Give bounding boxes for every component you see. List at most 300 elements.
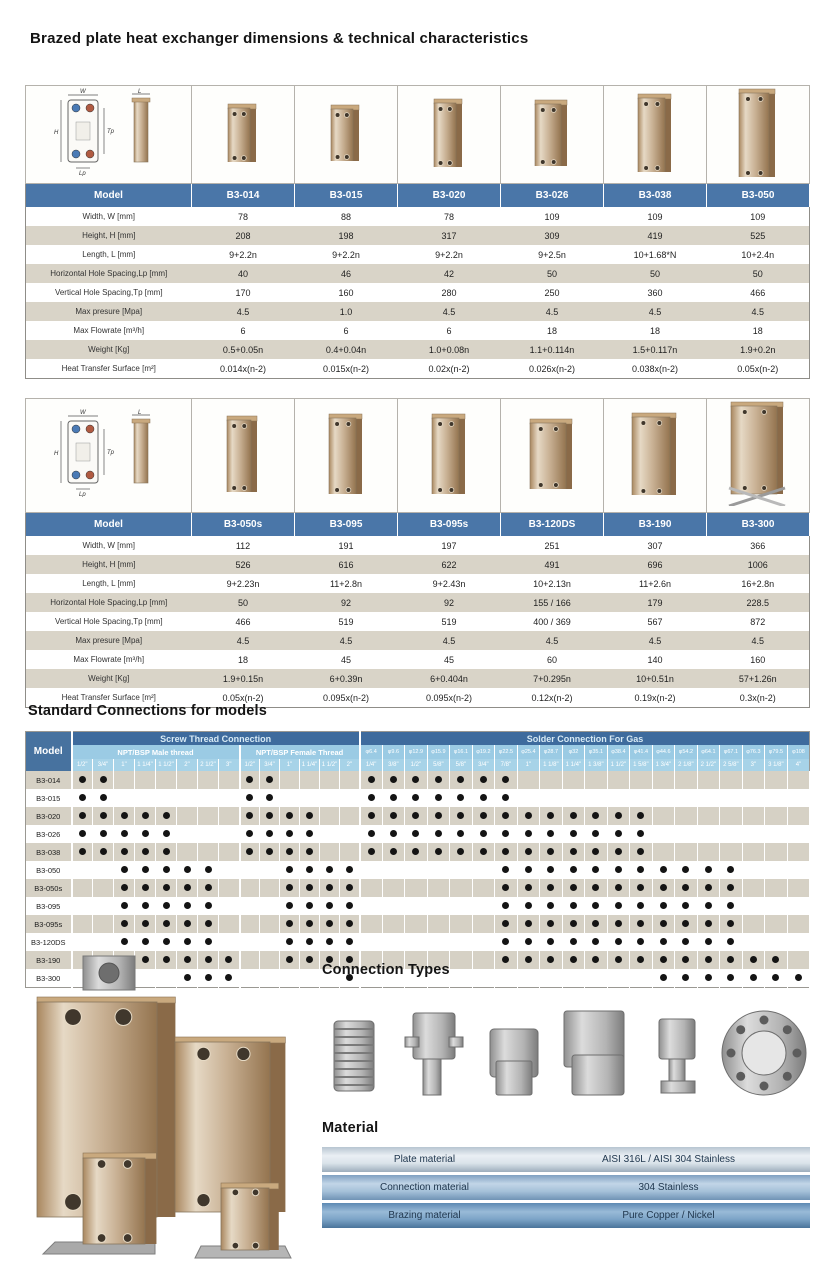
spec-value: 519 [398, 612, 501, 631]
solder-cell [697, 951, 720, 969]
spec-value: 179 [604, 593, 707, 612]
connection-dot [682, 866, 689, 873]
solder-cell [427, 897, 450, 915]
connection-dot [412, 830, 419, 837]
connection-dot [547, 884, 554, 891]
solder-cell [450, 933, 473, 951]
solder-cell [517, 825, 540, 843]
male-cell [198, 843, 219, 861]
connection-dot [547, 920, 554, 927]
male-cell [72, 825, 93, 843]
solder-cell [585, 807, 608, 825]
solder-cell [607, 771, 630, 789]
female-cell [280, 807, 300, 825]
solder-cell [495, 915, 518, 933]
spec-value: 466 [707, 283, 810, 302]
spec-value: 567 [604, 612, 707, 631]
connection-dot [525, 902, 532, 909]
solder-cell [405, 879, 428, 897]
solder-cell [585, 915, 608, 933]
spec-value: 78 [398, 207, 501, 226]
male-size: 1/2" [72, 759, 93, 771]
solder-cell [607, 915, 630, 933]
solder-size-mm: φ22.5 [495, 745, 518, 759]
male-cell [93, 879, 114, 897]
connection-dot [547, 848, 554, 855]
spec-row-label: Width, W [mm] [26, 536, 192, 555]
female-cell [320, 933, 340, 951]
diagram-cell [26, 399, 192, 513]
female-cell [340, 807, 360, 825]
connection-dot [705, 902, 712, 909]
connection-dot [368, 812, 375, 819]
connection-dot [615, 830, 622, 837]
connection-dot [480, 812, 487, 819]
svg-text:W: W [79, 410, 86, 416]
female-cell [240, 843, 260, 861]
solder-cell [427, 861, 450, 879]
male-cell [177, 879, 198, 897]
solder-cell [562, 861, 585, 879]
solder-cell [720, 789, 743, 807]
solder-cell [540, 789, 563, 807]
solder-cell [495, 771, 518, 789]
solder-size-mm: φ54.2 [675, 745, 698, 759]
connection-dot [682, 884, 689, 891]
solder-cell [517, 879, 540, 897]
product-photo-cell-b3-120ds [501, 399, 604, 513]
svg-text:Tp: Tp [106, 450, 114, 456]
solder-size-mm: φ35.1 [585, 745, 608, 759]
solder-cell [787, 897, 810, 915]
solder-cell [652, 951, 675, 969]
female-size: 2" [340, 759, 360, 771]
solder-cell [765, 915, 788, 933]
male-cell [156, 825, 177, 843]
connection-dot [184, 884, 191, 891]
female-cell [240, 789, 260, 807]
connection-model-name: B3-120DS [26, 933, 72, 951]
solder-cell [765, 825, 788, 843]
solder-cell [765, 879, 788, 897]
solder-band: Solder Connection For Gas [360, 732, 810, 746]
spec-row-label: Heat Transfer Surface [m²] [26, 688, 192, 708]
male-cell [114, 897, 135, 915]
female-cell [320, 861, 340, 879]
solder-cell [405, 915, 428, 933]
spec-value: 4.5 [604, 302, 707, 321]
male-cell [72, 789, 93, 807]
spec-value: 0.05x(n-2) [707, 359, 810, 379]
spec-row [26, 669, 810, 688]
male-cell [93, 825, 114, 843]
male-cell [198, 861, 219, 879]
male-cell [156, 789, 177, 807]
spec-value: 1006 [707, 555, 810, 574]
solder-cell [427, 789, 450, 807]
female-cell [320, 843, 340, 861]
connection-dot [100, 776, 107, 783]
spec-value: 4.5 [501, 631, 604, 650]
female-cell [320, 807, 340, 825]
male-cell [219, 843, 240, 861]
male-cell [135, 771, 156, 789]
solder-size-inch: 3" [742, 759, 765, 771]
round-flange-icon [718, 1007, 810, 1104]
product-photo-cell-b3-095 [295, 399, 398, 513]
connection-dot [795, 974, 802, 981]
connection-row-b3-050s [26, 879, 810, 897]
connection-dot [121, 830, 128, 837]
solder-cell [765, 897, 788, 915]
solder-cell [742, 861, 765, 879]
heat-exchanger-photo [326, 412, 367, 494]
connection-dot [457, 812, 464, 819]
connection-dot [205, 884, 212, 891]
female-cell [280, 789, 300, 807]
connection-dot [682, 920, 689, 927]
male-cell [156, 933, 177, 951]
solder-cell [675, 807, 698, 825]
connection-dot [390, 830, 397, 837]
spec-value: 4.5 [501, 302, 604, 321]
solder-cell [607, 825, 630, 843]
solder-cell [585, 951, 608, 969]
model-name: B3-190 [604, 513, 707, 537]
spec-value: 88 [295, 207, 398, 226]
connection-dot [547, 830, 554, 837]
spec-row [26, 536, 810, 555]
solder-size-mm: φ76.3 [742, 745, 765, 759]
solder-cell [607, 969, 630, 988]
connection-dot [326, 902, 333, 909]
solder-size-inch: 1 3/8" [585, 759, 608, 771]
material-label: Connection material [380, 1182, 469, 1193]
male-cell [156, 843, 177, 861]
male-cell [177, 789, 198, 807]
solder-cell [517, 861, 540, 879]
spec-value: 9+2.2n [192, 245, 295, 264]
solder-cell [742, 771, 765, 789]
solder-cell [517, 807, 540, 825]
connection-types-title: Connection Types [322, 962, 450, 978]
spec-value: 60 [501, 650, 604, 669]
spec-value: 140 [604, 650, 707, 669]
solder-cell [675, 879, 698, 897]
connection-dot [121, 938, 128, 945]
connection-dot [79, 794, 86, 801]
spec-value: 616 [295, 555, 398, 574]
connection-dot [163, 938, 170, 945]
solder-cell [450, 879, 473, 897]
solder-cell [382, 879, 405, 897]
solder-cell [630, 915, 653, 933]
connection-dot [570, 848, 577, 855]
solder-cell [495, 789, 518, 807]
material-title: Material [322, 1120, 379, 1136]
female-cell [280, 915, 300, 933]
solder-cell [652, 807, 675, 825]
female-cell [300, 825, 320, 843]
image-row [26, 399, 810, 513]
connection-model-name: B3-190 [26, 951, 72, 969]
solder-cell [427, 843, 450, 861]
solder-cell [472, 807, 495, 825]
solder-cell [652, 843, 675, 861]
connection-dot [326, 884, 333, 891]
connection-dot [435, 830, 442, 837]
connection-dot [346, 902, 353, 909]
solder-cell [675, 951, 698, 969]
male-cell [198, 825, 219, 843]
spec-value: 42 [398, 264, 501, 283]
solder-cell [540, 861, 563, 879]
spec-value: 160 [707, 650, 810, 669]
svg-text:Lp: Lp [78, 171, 86, 176]
solder-cell [540, 933, 563, 951]
connection-dot [592, 866, 599, 873]
solder-cell [562, 879, 585, 897]
solder-cell [562, 825, 585, 843]
model-name: B3-026 [501, 184, 604, 208]
solder-cell [585, 861, 608, 879]
connection-dot [592, 884, 599, 891]
connection-dot [163, 848, 170, 855]
model-header: Model [26, 184, 192, 208]
male-cell [114, 933, 135, 951]
female-cell [340, 879, 360, 897]
solder-size-inch: 4" [787, 759, 810, 771]
solder-size-mm: φ67.1 [720, 745, 743, 759]
page-title: Brazed plate heat exchanger dimensions & technical characteristics [30, 30, 529, 47]
solder-cell [585, 933, 608, 951]
solder-cell [765, 771, 788, 789]
solder-cell [517, 969, 540, 988]
spec-value: 696 [604, 555, 707, 574]
material-table [322, 1147, 810, 1231]
spec-value: 0.095x(n-2) [295, 688, 398, 708]
solder-size-inch: 1 1/2" [607, 759, 630, 771]
model-column-header: Model [26, 732, 72, 772]
svg-text:L: L [137, 89, 141, 95]
solder-size-mm: φ19.2 [472, 745, 495, 759]
solder-cell [630, 897, 653, 915]
female-cell [300, 807, 320, 825]
spec-value: 16+2.8n [707, 574, 810, 593]
connection-dot [592, 938, 599, 945]
female-size: 1 1/4" [300, 759, 320, 771]
spec-value: 525 [707, 226, 810, 245]
material-label: Brazing material [388, 1210, 461, 1221]
solder-cell [720, 915, 743, 933]
female-size: 1" [280, 759, 300, 771]
solder-size-inch: 5/8" [427, 759, 450, 771]
spec-value: 9+2.2n [398, 245, 501, 264]
connection-dot [435, 794, 442, 801]
solder-cell [765, 789, 788, 807]
connection-dot [682, 938, 689, 945]
connection-dot [525, 938, 532, 945]
connection-dot [660, 938, 667, 945]
solder-cell [720, 897, 743, 915]
connection-dot [306, 848, 313, 855]
spec-value: 92 [295, 593, 398, 612]
connection-dot [705, 866, 712, 873]
solder-cell [382, 771, 405, 789]
solder-cell [607, 789, 630, 807]
connection-dot [286, 884, 293, 891]
connection-dot [615, 848, 622, 855]
solder-cell [630, 879, 653, 897]
male-cell [219, 897, 240, 915]
square-flange-icon [558, 1003, 636, 1104]
male-cell [156, 897, 177, 915]
male-cell [219, 825, 240, 843]
spec-value: 109 [604, 207, 707, 226]
connection-dot [368, 830, 375, 837]
connection-dot [121, 848, 128, 855]
spec-row [26, 226, 810, 245]
connection-dot [457, 830, 464, 837]
male-cell [93, 861, 114, 879]
solder-cell [697, 969, 720, 988]
connection-dot [637, 956, 644, 963]
connection-dot [660, 884, 667, 891]
spec-table [25, 85, 810, 379]
female-cell [340, 843, 360, 861]
connection-dot [637, 902, 644, 909]
spec-value: 466 [192, 612, 295, 631]
connection-dot [142, 920, 149, 927]
spec-table [25, 398, 810, 708]
connection-dot [346, 920, 353, 927]
connection-dot [142, 812, 149, 819]
connection-dot [705, 920, 712, 927]
solder-cell [787, 879, 810, 897]
solder-cell [495, 951, 518, 969]
solder-cell [765, 969, 788, 988]
spec-value: 1.0+0.08n [398, 340, 501, 359]
spec-value: 1.9+0.15n [192, 669, 295, 688]
spec-value: 872 [707, 612, 810, 631]
female-cell [300, 861, 320, 879]
connection-model-name: B3-020 [26, 807, 72, 825]
solder-cell [450, 969, 473, 988]
solder-cell [427, 933, 450, 951]
female-cell [300, 897, 320, 915]
solder-cell [787, 969, 810, 988]
connection-dot [390, 812, 397, 819]
connection-dot [390, 776, 397, 783]
connection-dot [368, 776, 375, 783]
connection-dot [592, 920, 599, 927]
connection-dot [100, 812, 107, 819]
connection-dot [163, 812, 170, 819]
connection-dot [79, 812, 86, 819]
connection-dot [457, 848, 464, 855]
diagram-cell [26, 86, 192, 184]
solder-cell [495, 897, 518, 915]
connection-dot [205, 920, 212, 927]
spec-value: 1.9+0.2n [707, 340, 810, 359]
male-cell [72, 807, 93, 825]
connection-dot [142, 884, 149, 891]
spec-value: 191 [295, 536, 398, 555]
product-photo-cell-b3-095s [398, 399, 501, 513]
male-cell [93, 807, 114, 825]
solder-cell [450, 807, 473, 825]
solder-cell [675, 789, 698, 807]
solder-cell [742, 879, 765, 897]
solder-cell [495, 825, 518, 843]
connection-dot [412, 848, 419, 855]
solder-cell [697, 825, 720, 843]
solder-cell [405, 843, 428, 861]
size-row [26, 759, 810, 771]
dimension-diagram [34, 409, 184, 497]
male-cell [114, 879, 135, 897]
connection-dot [435, 776, 442, 783]
connection-dot [615, 938, 622, 945]
female-cell [260, 915, 280, 933]
connection-dot [184, 866, 191, 873]
solder-cell [360, 789, 383, 807]
solder-cell [517, 933, 540, 951]
spec-value: 10+2.4n [707, 245, 810, 264]
solder-cell [652, 879, 675, 897]
solder-size-inch: 3/4" [472, 759, 495, 771]
male-cell [114, 807, 135, 825]
solder-cell [540, 825, 563, 843]
connection-dot [592, 830, 599, 837]
spec-value: 9+2.2n [295, 245, 398, 264]
solder-cell [517, 789, 540, 807]
spec-value: 307 [604, 536, 707, 555]
spec-row-label: Heat Transfer Surface [m²] [26, 359, 192, 379]
spec-row-label: Max Flowrate [m³/h] [26, 321, 192, 340]
heat-exchanger-photo [225, 102, 261, 162]
connection-dot [435, 812, 442, 819]
spec-value: 11+2.6n [604, 574, 707, 593]
connection-dot [306, 938, 313, 945]
connection-dot [705, 956, 712, 963]
male-cell [114, 861, 135, 879]
female-cell [340, 915, 360, 933]
connection-dot [682, 902, 689, 909]
solder-cell [742, 825, 765, 843]
connection-dot [750, 974, 757, 981]
product-photo-cell-b3-300 [707, 399, 810, 513]
material-row [322, 1203, 810, 1228]
male-cell [135, 825, 156, 843]
solder-cell [787, 861, 810, 879]
connection-dot [615, 902, 622, 909]
male-thread-label: NPT/BSP Male thread [72, 745, 240, 759]
male-cell [198, 807, 219, 825]
connection-dot [525, 884, 532, 891]
connection-dot [525, 830, 532, 837]
connection-row-b3-050 [26, 861, 810, 879]
material-value: AISI 316L / AISI 304 Stainless [601, 1154, 735, 1165]
connection-dot [412, 776, 419, 783]
connection-dot [637, 812, 644, 819]
heat-exchanger-photo [328, 103, 364, 161]
spec-value: 0.12x(n-2) [501, 688, 604, 708]
spec-row [26, 321, 810, 340]
spec-value: 92 [398, 593, 501, 612]
solder-cell [472, 825, 495, 843]
spec-value: 491 [501, 555, 604, 574]
